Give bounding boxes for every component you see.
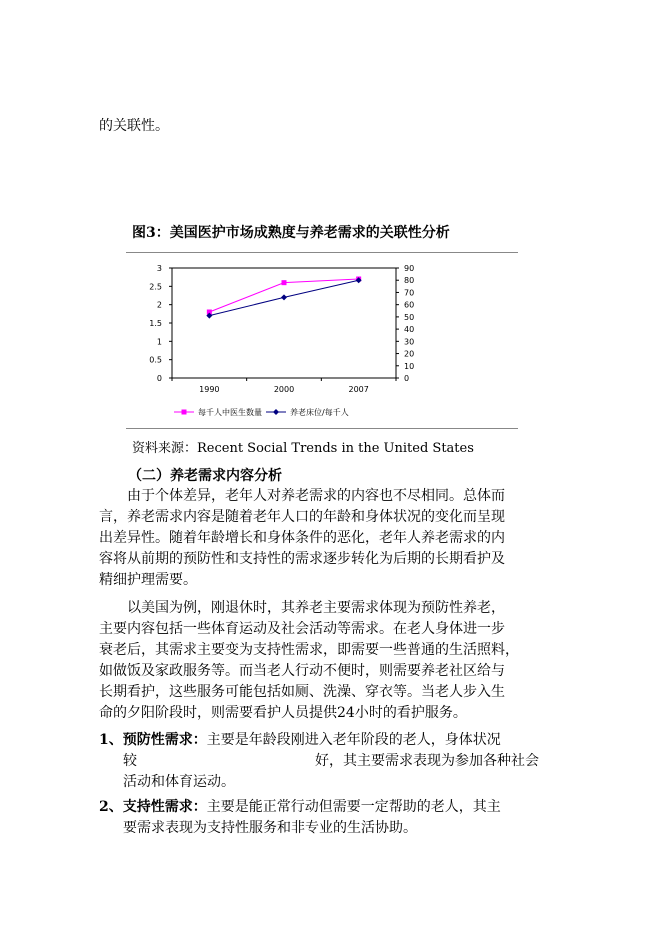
legend-label: 养老床位/每千人	[290, 408, 349, 417]
legend-marker	[273, 409, 279, 415]
left-axis-tick-label: 1	[156, 337, 162, 347]
right-axis-tick-label: 90	[404, 264, 415, 273]
line-chart	[126, 258, 426, 426]
list-item-text: 主要是年龄段刚进入老年阶段的老人，身体状况	[206, 732, 501, 748]
paragraph-line: 主要内容包括一些体育运动及社会活动等需求。在老人身体进一步	[99, 621, 505, 637]
right-axis-tick-label: 0	[404, 374, 410, 383]
data-point-series-1	[282, 280, 287, 285]
list-item-supportive	[99, 797, 501, 839]
paragraph-line: 以美国为例，刚退休时，其养老主要需求体现为预防性养老，	[127, 600, 505, 616]
paragraph-2	[99, 598, 519, 724]
figure-top-rule	[126, 252, 518, 253]
list-item-text: 要需求表现为支持性服务和非专业的生活协助。	[123, 820, 417, 836]
x-axis-tick-label: 1990	[199, 385, 220, 394]
list-item-term: 预防性需求：	[122, 732, 207, 748]
right-axis-tick-label: 40	[404, 325, 415, 335]
list-item-text: 主要是能正常行动但需要一定帮助的老人，其主	[206, 799, 501, 815]
legend-marker	[182, 410, 187, 415]
right-axis-tick-label: 30	[404, 337, 415, 347]
figure-title: 图3：美国医护市场成熟度与养老需求的关联性分析	[132, 225, 450, 241]
left-axis-tick-label: 2.5	[149, 282, 162, 292]
left-axis-tick-label: 0	[156, 374, 162, 383]
figure-bottom-rule	[126, 428, 518, 429]
list-item-text: 活动和体育运动。	[123, 774, 235, 790]
paragraph-line: 命的夕阳阶段时，则需要看护人员提供24小时的看护服务。	[99, 705, 467, 721]
paragraph-line: 长期看护，这些服务可能包括如厕、洗澡、穿衣等。当老人步入生	[99, 684, 505, 700]
paragraph-line: 衰老后，其需求主要变为支持性需求，即需要一些普通的生活照料，	[99, 642, 519, 658]
x-axis-tick-label: 2007	[348, 385, 369, 394]
list-item-text: 好，其主要需求表现为参加各种社会	[315, 753, 539, 769]
left-axis-tick-label: 1.5	[149, 319, 162, 328]
legend-label: 每千人中医生数量	[198, 408, 262, 417]
right-axis-tick-label: 50	[404, 312, 415, 322]
paragraph-line: 精细护理需要。	[99, 572, 197, 588]
paragraph-line: 由于个体差异，老年人对养老需求的内容也不尽相同。总体而	[127, 488, 505, 504]
right-axis-tick-label: 10	[404, 361, 415, 371]
paragraph-line: 如做饭及家政服务等。而当老人行动不便时，则需要养老社区给与	[99, 663, 505, 679]
right-axis-tick-label: 20	[404, 349, 415, 359]
list-item-number: 1、	[99, 732, 123, 748]
paragraph-line: 出差异性。随着年龄增长和身体条件的恶化，老年人养老需求的内	[99, 530, 505, 546]
data-point-series-2	[281, 294, 287, 300]
right-axis-tick-label: 60	[404, 300, 415, 310]
left-axis-tick-label: 2	[156, 300, 162, 310]
left-axis-tick-label: 0.5	[149, 355, 162, 365]
paragraph-line: 容将从前期的预防性和支持性的需求逐步转化为后期的长期看护及	[99, 551, 505, 567]
list-item-preventive	[99, 730, 539, 793]
list-item-term: 支持性需求：	[122, 799, 207, 815]
paragraph-line: 言，养老需求内容是随着老年人口的年龄和身体状况的变化而呈现	[99, 509, 505, 525]
x-axis-tick-label: 2000	[273, 385, 295, 394]
source-note: 资料来源：Recent Social Trends in the United States	[132, 441, 474, 456]
paragraph-1	[99, 486, 505, 591]
right-axis-tick-label: 80	[404, 276, 415, 286]
intro-tail-text: 的关联性。	[99, 118, 169, 134]
left-axis-tick-label: 3	[156, 264, 162, 273]
right-axis-tick-label: 70	[404, 288, 415, 298]
list-item-text: 较	[123, 753, 137, 769]
section-heading: （二）养老需求内容分析	[128, 468, 282, 484]
list-item-number: 2、	[99, 799, 123, 815]
